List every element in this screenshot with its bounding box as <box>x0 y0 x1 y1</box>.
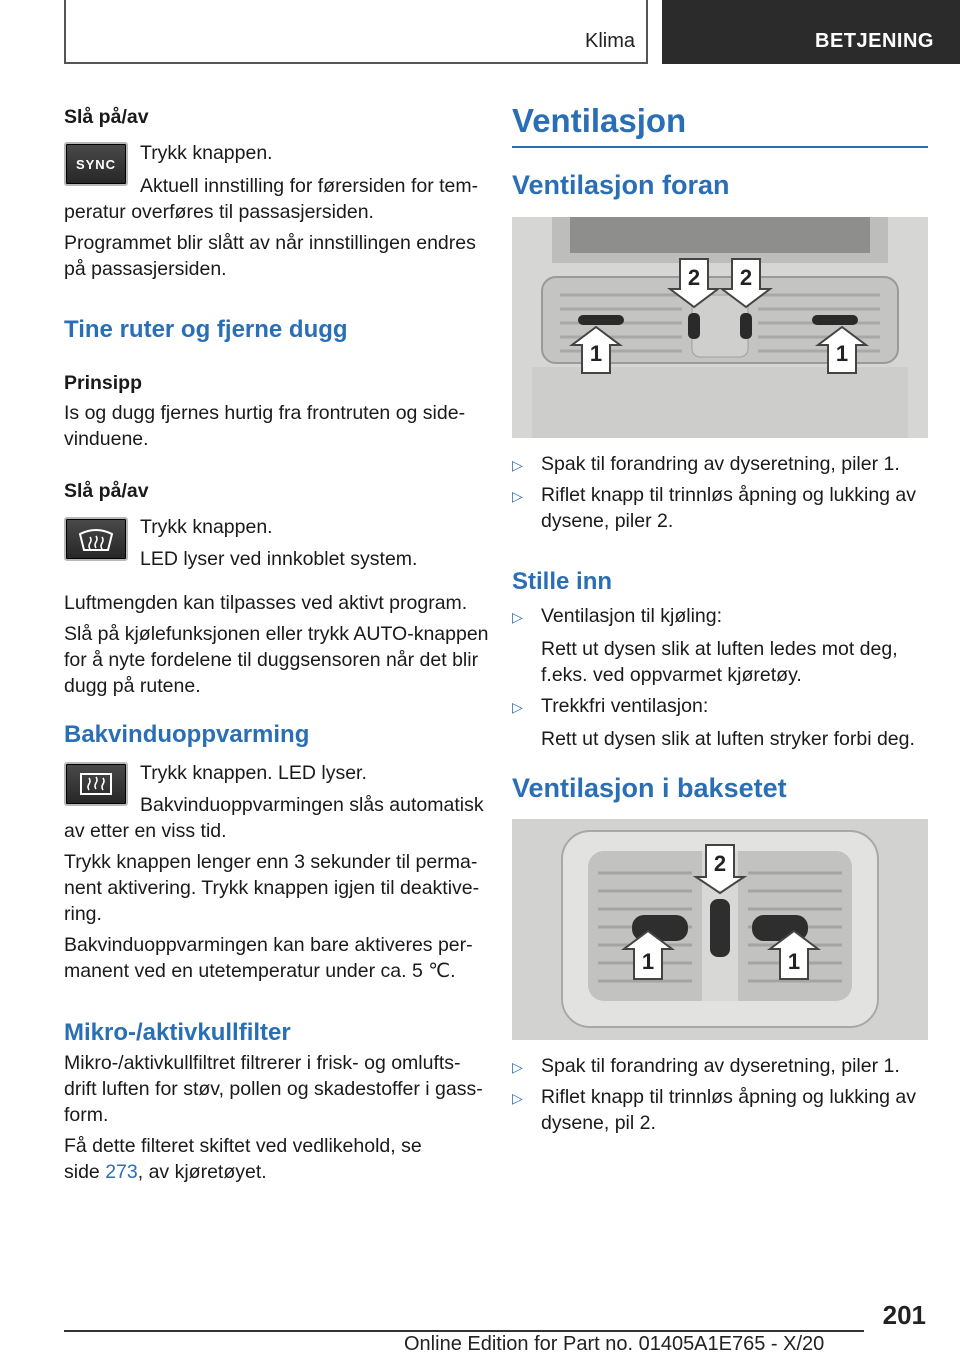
front-vent-illustration <box>512 217 928 438</box>
front-vent-figure <box>512 217 928 438</box>
sync-line2a: Aktuell innstilling for førersiden for tem- <box>140 175 479 197</box>
rear-p3b: manent ved en utetemperatur under ca. 5 ℃. <box>64 960 456 982</box>
front-fig-label-2b: 2 <box>739 265 753 290</box>
filter-e <box>64 1159 267 1186</box>
filter-e-pre: side <box>64 1161 106 1183</box>
rear-fig-label-1b: 1 <box>787 949 801 974</box>
sync-button-icon <box>64 142 128 186</box>
front-fig-label-2a: 2 <box>687 265 701 290</box>
rear-p3a: Bakvinduoppvarmingen kan bare aktiveres per- <box>64 934 473 956</box>
rear-vent-title: Ventilasjon i baksetet <box>512 773 787 803</box>
defrost-line1: Trykk knappen. <box>140 516 273 538</box>
header-chapter-tab <box>662 0 960 64</box>
rear-bullet-1: Spak til forandring av dyseretning, piler 1. <box>541 1055 900 1077</box>
rear-vent-figure <box>512 819 928 1040</box>
title-rule <box>512 146 928 148</box>
sync-line2b: peratur overføres til passasjersiden. <box>64 201 374 223</box>
rear-p2b: nent aktivering. Trykk knappen igjen til deaktive- <box>64 877 480 899</box>
front-fig-label-1a: 1 <box>589 341 603 366</box>
header-section: Klima <box>584 30 635 52</box>
adjust-bullet-2: Trekkfri ventilasjon: <box>541 695 709 717</box>
sync-line1: Trykk knappen. <box>140 142 273 164</box>
bullet-triangle-icon: ▷ <box>512 1059 523 1075</box>
rear-p2c: ring. <box>64 903 102 925</box>
rear-bullet-2b: dysene, pil 2. <box>541 1112 656 1134</box>
page-link-273[interactable]: 273 <box>105 1161 138 1183</box>
bullet-triangle-icon: ▷ <box>512 1090 523 1106</box>
adjust-bullet-1a: Rett ut dysen slik at luften ledes mot deg, <box>541 638 898 660</box>
sync-p2b: på passasjersiden. <box>64 258 227 280</box>
adjust-bullet-1b: f.eks. ved oppvarmet kjøretøy. <box>541 664 802 686</box>
filter-b: drift luften for støv, pollen og skadestoffer i gass- <box>64 1078 483 1100</box>
filter-c: form. <box>64 1104 109 1126</box>
front-bullet-2a: Riflet knapp til trinnløs åpning og lukking av <box>541 484 917 506</box>
ventilation-title: Ventilasjon <box>512 102 687 139</box>
adjust-bullet-1: Ventilasjon til kjøling: <box>541 605 723 627</box>
principle-heading: Prinsipp <box>64 372 143 394</box>
bullet-triangle-icon: ▷ <box>512 609 523 625</box>
adjust-bullet-2a: Rett ut dysen slik at luften stryker forbi deg. <box>541 728 915 750</box>
rear-window-glyph <box>76 769 116 799</box>
page-number: 201 <box>882 1300 926 1330</box>
rear-p2a: Trykk knappen lenger enn 3 sekunder til perma- <box>64 851 478 873</box>
sync-p2a: Programmet blir slått av når innstillingen endres <box>64 232 476 254</box>
cool-a: Slå på kjølefunksjonen eller trykk AUTO-knappen <box>64 623 489 645</box>
filter-title: Mikro-/aktivkullfilter <box>64 1019 291 1046</box>
front-bullet-1: Spak til forandring av dyseretning, piler 1. <box>541 453 900 475</box>
sync-heading: Slå på/av <box>64 106 149 128</box>
principle-b: vinduene. <box>64 428 149 450</box>
footer-edition: Online Edition for Part no. 01405A1E765 - X/20 <box>404 1333 825 1355</box>
front-vent-title: Ventilasjon foran <box>512 170 730 200</box>
cool-b: for å nyte fordelene til duggsensoren når det blir <box>64 649 479 671</box>
cool-c: dugg på rutene. <box>64 675 201 697</box>
sync-button-label: SYNC <box>75 156 117 172</box>
defrost-line2: LED lyser ved innkoblet system. <box>140 548 418 570</box>
footer-rule <box>64 1330 864 1332</box>
adjust-title: Stille inn <box>512 568 613 595</box>
rear-line3: av etter en viss tid. <box>64 820 227 842</box>
filter-e-post: , av kjøretøyet. <box>137 1161 267 1183</box>
windshield-defrost-glyph <box>76 524 116 554</box>
rear-line1: Trykk knappen. LED lyser. <box>140 762 367 784</box>
header-box <box>64 0 648 64</box>
principle-a: Is og dugg fjernes hurtig fra frontruten og side- <box>64 402 466 424</box>
rear-fig-label-2: 2 <box>713 851 727 876</box>
rear-defrost-title: Bakvinduoppvarming <box>64 721 310 748</box>
rear-fig-label-1a: 1 <box>641 949 655 974</box>
windshield-defrost-icon <box>64 517 128 561</box>
rear-vent-illustration <box>512 819 928 1040</box>
header-chapter: BETJENING <box>815 30 934 52</box>
defrost-title: Tine ruter og fjerne dugg <box>64 316 348 343</box>
filter-d: Få dette filteret skiftet ved vedlikehold, se <box>64 1135 422 1157</box>
rear-window-heating-icon <box>64 762 128 806</box>
bullet-triangle-icon: ▷ <box>512 457 523 473</box>
filter-a: Mikro-/aktivkullfiltret filtrerer i frisk- og omlufts- <box>64 1052 461 1074</box>
bullet-triangle-icon: ▷ <box>512 488 523 504</box>
rear-bullet-2a: Riflet knapp til trinnløs åpning og lukking av <box>541 1086 917 1108</box>
onoff-heading: Slå på/av <box>64 480 149 502</box>
front-bullet-2b: dysene, piler 2. <box>541 510 674 532</box>
rear-line2: Bakvinduoppvarmingen slås automatisk <box>140 794 484 816</box>
bullet-triangle-icon: ▷ <box>512 699 523 715</box>
air-paragraph: Luftmengden kan tilpasses ved aktivt program. <box>64 592 468 614</box>
front-fig-label-1b: 1 <box>835 341 849 366</box>
